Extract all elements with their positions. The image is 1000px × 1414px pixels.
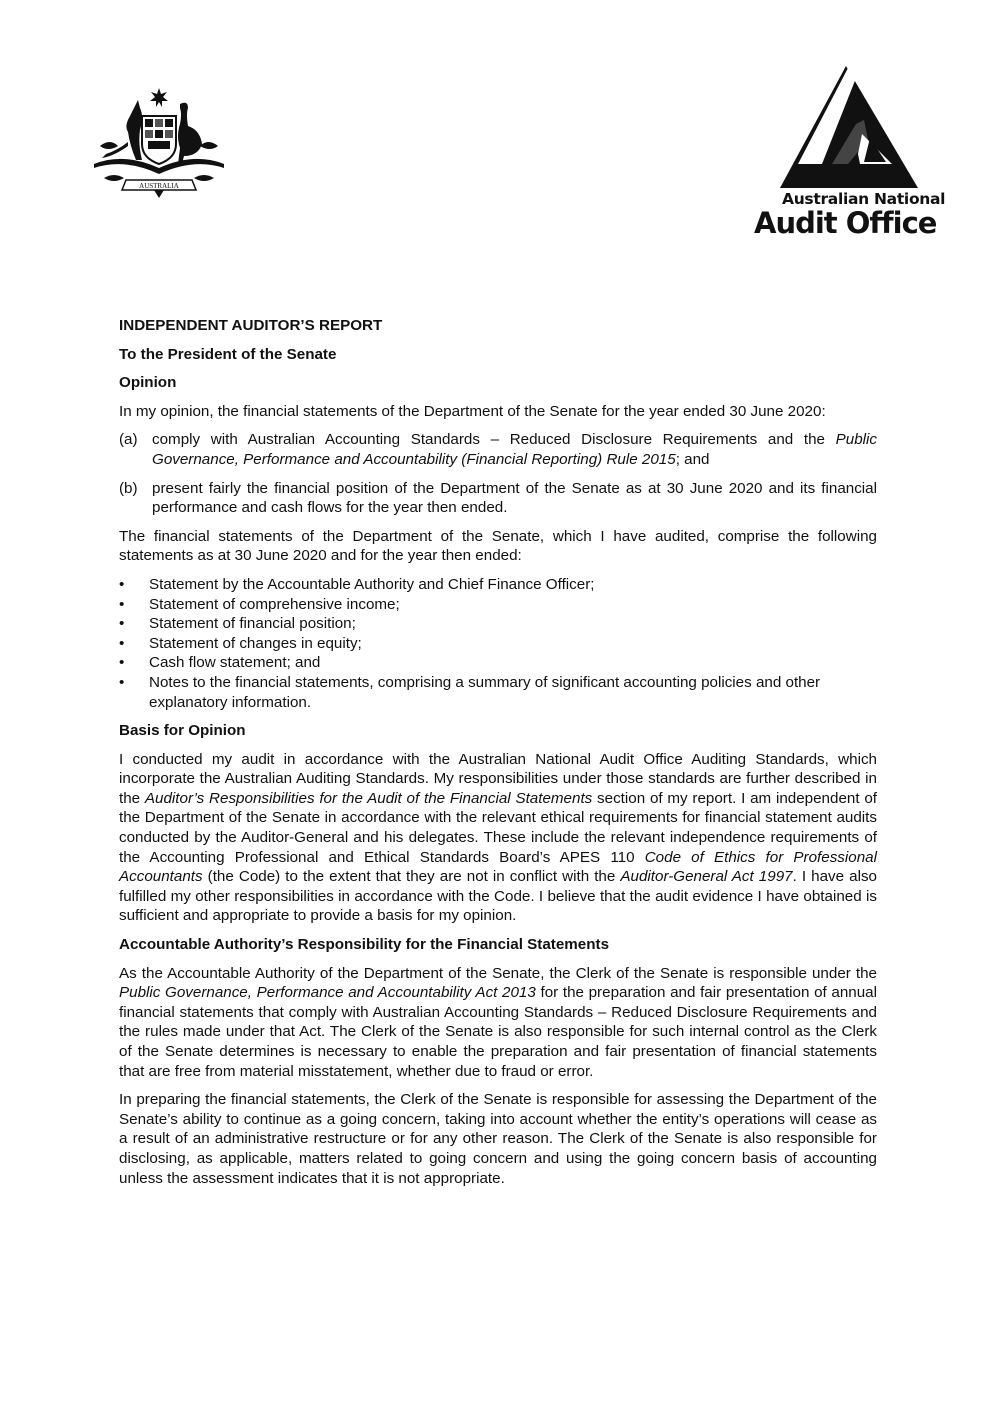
statements-intro: The financial statements of the Department of the Senate, which I have audited, comprise the following statements as at 30 June 2020 and for the year then ended: (119, 527, 877, 565)
rule-title: Public Governance, Performance and Accountability (Financial Reporting) Rule 2015 (152, 431, 877, 468)
item-label: (a) (119, 431, 138, 449)
list-item: • Statement by the Accountable Authority and Chief Finance Officer; (119, 575, 595, 593)
crest-ribbon-text: AUSTRALIA (139, 182, 179, 190)
bullet-icon: • (119, 615, 125, 633)
opinion-intro: In my opinion, the financial statements of the Department of the Senate for the year ended 30 June 2020: (119, 402, 826, 420)
act-title: Public Governance, Performance and Accountability Act 2013 (119, 984, 536, 1002)
item-text: comply with Australian Accounting Standards – Reduced Disclosure Requirements and the (152, 431, 836, 449)
list-item: • Statement of comprehensive income; (119, 595, 400, 613)
basis-paragraph: I conducted my audit in accordance with the Australian National Audit Office Auditing Standards, which incorporate the Australian Auditing Standards. My responsibilities under those standards are further described in the Auditor’s Responsibilities for the Audit of the Financial Statements section of my report. I am independent of the Department of the Senate in accordance with the relevant ethical requirements for financial statement audits conducted by the Auditor-General and his delegates. These include the relevant independence requirements of the Accounting Professional and Ethical Standards Board’s APES 110 Code of Ethics for Professional Accountants (the Code) to the extent that they are not in conflict with the Auditor-General Act 1997. I have also fulfilled my other responsibilities in accordance with the Code. I believe that the audit evidence I have obtained is sufficient and appropriate to provide a basis for my opinion. (119, 750, 877, 925)
kangaroo-icon (126, 100, 142, 160)
bullet-icon: • (119, 575, 125, 593)
opinion-item-b (119, 479, 877, 518)
report-title: INDEPENDENT AUDITOR’S REPORT (119, 317, 383, 334)
coat-of-arms-logo (84, 86, 234, 202)
bullet-icon: • (119, 673, 125, 691)
report-body (119, 316, 877, 1197)
bullet-icon: • (119, 634, 125, 652)
responsibility-paragraph-2: In preparing the financial statements, the Clerk of the Senate is responsible for assessing the Department of the Senate’s ability to continue as a going concern, taking into account whether the entity’s operations will cease as a result of an administrative restructure or for any other reason. The Clerk of the Senate is also responsible for disclosing, as applicable, matters related to going concern and using the going concern basis of accounting unless the assessment indicates that it is not appropriate. (119, 1091, 877, 1187)
item-text-end: ; and (675, 450, 710, 468)
report-addressee: To the President of the Senate (119, 345, 337, 363)
opinion-item-a (119, 430, 877, 469)
list-item: • Statement of financial position; (119, 615, 356, 633)
opinion-heading: Opinion (119, 374, 177, 392)
statements-list (119, 575, 877, 712)
list-item: • Notes to the financial statements, comprising a summary of significant accounting policies and other explanatory information. (119, 673, 821, 711)
commonwealth-star-icon (150, 88, 168, 107)
list-item: • Statement of changes in equity; (119, 634, 362, 652)
responsibility-heading: Accountable Authority’s Responsibility for the Financial Statements (119, 936, 610, 954)
anao-name-line2: Audit Office (754, 206, 937, 240)
anao-name-line1: Australian National (782, 190, 946, 208)
item-text: present fairly the financial position of the Department of the Senate as at 30 June 2020 and its financial performance and cash flows for the year then ended. (152, 479, 877, 517)
list-item: • Cash flow statement; and (119, 654, 321, 672)
bullet-icon: • (119, 595, 125, 613)
bullet-icon: • (119, 654, 125, 672)
emu-icon (178, 103, 202, 164)
basis-heading: Basis for Opinion (119, 722, 246, 740)
act-title: Auditor-General Act 1997 (620, 868, 793, 886)
section-reference: Auditor’s Responsibilities for the Audit of the Financial Statements (144, 789, 593, 807)
code-title: Code of Ethics for Professional Accountants (119, 848, 877, 886)
item-label: (b) (119, 479, 138, 497)
responsibility-paragraph-1: As the Accountable Authority of the Department of the Senate, the Clerk of the Senate is responsible under the Public Governance, Performance and Accountability Act 2013 for the preparation and fair presentation of annual financial statements that comply with Australian Accounting Standards – Reduced Disclosure Requirements and the rules made under that Act. The Clerk of the Senate is also responsible for such internal control as the Clerk of the Senate determines is necessary to enable the preparation and fair presentation of financial statements that are free from material misstatement, whether due to fraud or error. (119, 964, 878, 1080)
